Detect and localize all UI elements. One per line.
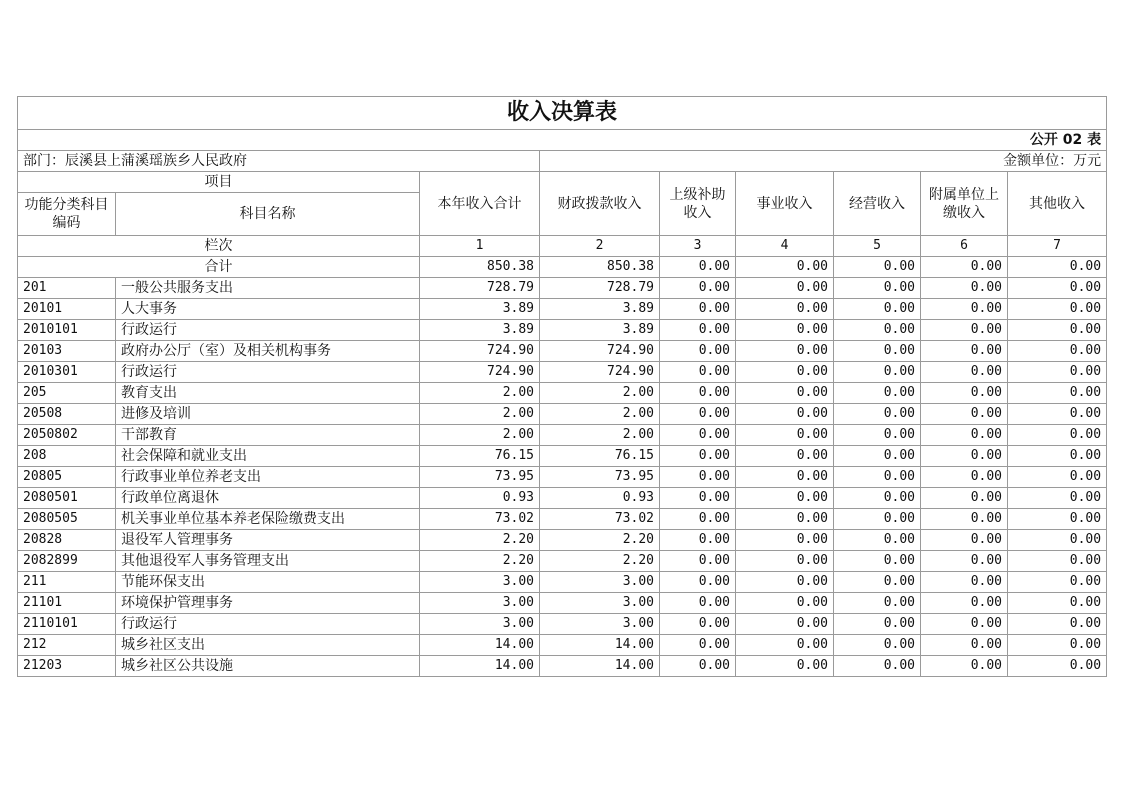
subject-name: 教育支出: [116, 383, 420, 404]
amount-value: 0.00: [736, 446, 834, 467]
table-row: [18, 467, 1107, 488]
amount-value: 0.00: [736, 299, 834, 320]
total-income-header: 本年收入合计: [420, 172, 540, 236]
report-title: 收入决算表: [18, 97, 1107, 130]
amount-value: 0.00: [736, 467, 834, 488]
amount-value: 0.00: [834, 614, 921, 635]
subject-name: 城乡社区公共设施: [116, 656, 420, 677]
subject-name: 人大事务: [116, 299, 420, 320]
amount-value: 0.00: [1008, 425, 1107, 446]
subject-name: 城乡社区支出: [116, 635, 420, 656]
amount-unit-label: 金额单位：万元: [540, 151, 1107, 172]
amount-value: 0.00: [834, 320, 921, 341]
amount-value: 0.00: [834, 425, 921, 446]
amount-value: 0.00: [834, 530, 921, 551]
table-row: [18, 509, 1107, 530]
amount-value: 0.00: [660, 593, 736, 614]
amount-value: 0.00: [921, 635, 1008, 656]
amount-value: 76.15: [540, 446, 660, 467]
subject-name: 进修及培训: [116, 404, 420, 425]
function-code: 2050802: [18, 425, 116, 446]
operating-income-header: 经营收入: [834, 172, 921, 236]
amount-value: 3.00: [540, 614, 660, 635]
amount-value: 2.00: [540, 383, 660, 404]
amount-value: 0.00: [736, 362, 834, 383]
subject-name: 行政运行: [116, 362, 420, 383]
amount-value: 3.89: [420, 299, 540, 320]
subject-name: 社会保障和就业支出: [116, 446, 420, 467]
amount-value: 0.00: [921, 530, 1008, 551]
amount-value: 2.20: [420, 530, 540, 551]
amount-value: 0.93: [420, 488, 540, 509]
sum-row: [18, 257, 1107, 278]
column-number: 1: [420, 236, 540, 257]
amount-value: 0.00: [921, 488, 1008, 509]
amount-value: 0.00: [1008, 278, 1107, 299]
amount-value: 0.00: [1008, 551, 1107, 572]
table-row: [18, 656, 1107, 677]
function-code: 20805: [18, 467, 116, 488]
column-number: 2: [540, 236, 660, 257]
sum-value: 0.00: [660, 257, 736, 278]
amount-value: 0.00: [736, 425, 834, 446]
amount-value: 0.00: [1008, 593, 1107, 614]
table-row: [18, 341, 1107, 362]
amount-value: 0.00: [834, 488, 921, 509]
amount-value: 0.00: [660, 488, 736, 509]
amount-value: 0.00: [736, 572, 834, 593]
amount-value: 0.00: [921, 551, 1008, 572]
function-code: 20508: [18, 404, 116, 425]
sum-value: 0.00: [1008, 257, 1107, 278]
column-number: 3: [660, 236, 736, 257]
amount-value: 0.00: [921, 509, 1008, 530]
amount-value: 0.00: [1008, 404, 1107, 425]
amount-value: 0.00: [921, 320, 1008, 341]
column-number-row: [18, 236, 1107, 257]
amount-value: 73.02: [540, 509, 660, 530]
amount-value: 0.00: [1008, 299, 1107, 320]
amount-value: 0.00: [921, 614, 1008, 635]
amount-value: 0.00: [1008, 530, 1107, 551]
amount-value: 0.00: [921, 383, 1008, 404]
amount-value: 0.00: [736, 383, 834, 404]
amount-value: 0.00: [736, 320, 834, 341]
amount-value: 2.00: [540, 404, 660, 425]
amount-value: 0.00: [834, 467, 921, 488]
amount-value: 0.00: [660, 467, 736, 488]
amount-value: 0.00: [1008, 572, 1107, 593]
function-code: 2110101: [18, 614, 116, 635]
amount-value: 2.00: [420, 404, 540, 425]
amount-value: 0.00: [921, 299, 1008, 320]
affiliate-income-header: 附属单位上缴收入: [921, 172, 1008, 236]
amount-value: 3.89: [420, 320, 540, 341]
amount-value: 0.00: [736, 404, 834, 425]
table-row: [18, 446, 1107, 467]
sum-value: 850.38: [420, 257, 540, 278]
sum-label: 合计: [18, 257, 420, 278]
amount-value: 76.15: [420, 446, 540, 467]
amount-value: 0.00: [921, 467, 1008, 488]
subject-name: 一般公共服务支出: [116, 278, 420, 299]
amount-value: 3.89: [540, 299, 660, 320]
function-code: 20828: [18, 530, 116, 551]
subject-name: 干部教育: [116, 425, 420, 446]
amount-value: 0.00: [834, 446, 921, 467]
amount-value: 0.00: [1008, 614, 1107, 635]
item-header: 项目: [18, 172, 420, 193]
amount-value: 0.00: [1008, 635, 1107, 656]
amount-value: 0.00: [834, 509, 921, 530]
subject-name: 环境保护管理事务: [116, 593, 420, 614]
amount-value: 0.00: [660, 341, 736, 362]
amount-value: 2.00: [420, 425, 540, 446]
amount-value: 0.00: [1008, 362, 1107, 383]
amount-value: 0.00: [921, 278, 1008, 299]
function-code: 2080501: [18, 488, 116, 509]
amount-value: 0.00: [736, 635, 834, 656]
amount-value: 0.00: [736, 593, 834, 614]
amount-value: 3.00: [540, 593, 660, 614]
amount-value: 0.00: [1008, 320, 1107, 341]
other-income-header: 其他收入: [1008, 172, 1107, 236]
amount-value: 0.00: [921, 425, 1008, 446]
amount-value: 0.00: [736, 614, 834, 635]
subject-name: 退役军人管理事务: [116, 530, 420, 551]
amount-value: 0.00: [660, 425, 736, 446]
function-code: 20103: [18, 341, 116, 362]
amount-value: 0.00: [921, 341, 1008, 362]
amount-value: 0.00: [834, 383, 921, 404]
amount-value: 0.00: [660, 278, 736, 299]
function-code: 2080505: [18, 509, 116, 530]
table-row: [18, 488, 1107, 509]
amount-value: 2.20: [540, 530, 660, 551]
amount-value: 2.20: [420, 551, 540, 572]
amount-value: 0.00: [660, 551, 736, 572]
table-row: [18, 383, 1107, 404]
amount-value: 724.90: [420, 362, 540, 383]
amount-value: 0.00: [736, 509, 834, 530]
amount-value: 3.89: [540, 320, 660, 341]
amount-value: 0.93: [540, 488, 660, 509]
amount-value: 0.00: [660, 320, 736, 341]
table-row: [18, 572, 1107, 593]
income-final-accounts-table: [17, 96, 1107, 677]
table-row: [18, 551, 1107, 572]
amount-value: 0.00: [834, 656, 921, 677]
amount-value: 0.00: [736, 530, 834, 551]
amount-value: 0.00: [736, 551, 834, 572]
function-code: 201: [18, 278, 116, 299]
amount-value: 724.90: [540, 341, 660, 362]
amount-value: 73.95: [540, 467, 660, 488]
function-code: 20101: [18, 299, 116, 320]
subject-name: 行政运行: [116, 320, 420, 341]
amount-value: 2.00: [420, 383, 540, 404]
amount-value: 0.00: [1008, 467, 1107, 488]
column-number: 7: [1008, 236, 1107, 257]
amount-value: 0.00: [660, 362, 736, 383]
report-code: 公开 02 表: [420, 130, 1107, 151]
amount-value: 73.95: [420, 467, 540, 488]
function-code: 212: [18, 635, 116, 656]
table-row: [18, 530, 1107, 551]
function-code: 205: [18, 383, 116, 404]
amount-value: 0.00: [1008, 341, 1107, 362]
amount-value: 0.00: [834, 299, 921, 320]
subject-name-header: 科目名称: [116, 193, 420, 236]
amount-value: 0.00: [660, 572, 736, 593]
amount-value: 0.00: [660, 614, 736, 635]
amount-value: 0.00: [834, 362, 921, 383]
upper-subsidy-header: 上级补助收入: [660, 172, 736, 236]
amount-value: 3.00: [420, 614, 540, 635]
table-row: [18, 425, 1107, 446]
function-code-header: 功能分类科目编码: [18, 193, 116, 236]
amount-value: 3.00: [540, 572, 660, 593]
table-row: [18, 635, 1107, 656]
amount-value: 14.00: [420, 656, 540, 677]
amount-value: 0.00: [1008, 488, 1107, 509]
amount-value: 0.00: [921, 572, 1008, 593]
amount-value: 728.79: [420, 278, 540, 299]
amount-value: 0.00: [921, 656, 1008, 677]
amount-value: 14.00: [420, 635, 540, 656]
table-row: [18, 593, 1107, 614]
sum-value: 0.00: [834, 257, 921, 278]
amount-value: 0.00: [660, 383, 736, 404]
amount-value: 0.00: [736, 278, 834, 299]
subject-name: 行政单位离退休: [116, 488, 420, 509]
fiscal-appropriation-header: 财政拨款收入: [540, 172, 660, 236]
amount-value: 0.00: [834, 635, 921, 656]
amount-value: 0.00: [834, 572, 921, 593]
table-row: [18, 278, 1107, 299]
amount-value: 728.79: [540, 278, 660, 299]
amount-value: 0.00: [1008, 383, 1107, 404]
subject-name: 行政运行: [116, 614, 420, 635]
amount-value: 0.00: [921, 593, 1008, 614]
amount-value: 0.00: [736, 488, 834, 509]
function-code: 21101: [18, 593, 116, 614]
amount-value: 2.20: [540, 551, 660, 572]
department-label: 部门：辰溪县上蒲溪瑶族乡人民政府: [18, 151, 540, 172]
amount-value: 3.00: [420, 572, 540, 593]
column-number: 5: [834, 236, 921, 257]
business-income-header: 事业收入: [736, 172, 834, 236]
amount-value: 0.00: [660, 635, 736, 656]
amount-value: 0.00: [921, 404, 1008, 425]
function-code: 2010101: [18, 320, 116, 341]
subject-name: 行政事业单位养老支出: [116, 467, 420, 488]
amount-value: 0.00: [834, 551, 921, 572]
amount-value: 14.00: [540, 635, 660, 656]
sum-value: 0.00: [736, 257, 834, 278]
subject-name: 其他退役军人事务管理支出: [116, 551, 420, 572]
table-row: [18, 362, 1107, 383]
amount-value: 0.00: [1008, 509, 1107, 530]
amount-value: 0.00: [736, 341, 834, 362]
function-code: 2082899: [18, 551, 116, 572]
function-code: 21203: [18, 656, 116, 677]
column-number: 4: [736, 236, 834, 257]
amount-value: 0.00: [1008, 656, 1107, 677]
amount-value: 0.00: [834, 404, 921, 425]
subject-name: 节能环保支出: [116, 572, 420, 593]
amount-value: 724.90: [540, 362, 660, 383]
amount-value: 0.00: [834, 593, 921, 614]
amount-value: 3.00: [420, 593, 540, 614]
subject-name: 机关事业单位基本养老保险缴费支出: [116, 509, 420, 530]
blank-cell: [18, 130, 420, 151]
amount-value: 0.00: [660, 299, 736, 320]
amount-value: 0.00: [660, 530, 736, 551]
function-code: 211: [18, 572, 116, 593]
amount-value: 2.00: [540, 425, 660, 446]
sum-value: 850.38: [540, 257, 660, 278]
table-row: [18, 404, 1107, 425]
amount-value: 0.00: [921, 446, 1008, 467]
column-label: 栏次: [18, 236, 420, 257]
function-code: 208: [18, 446, 116, 467]
amount-value: 0.00: [1008, 446, 1107, 467]
amount-value: 0.00: [921, 362, 1008, 383]
amount-value: 0.00: [834, 341, 921, 362]
table-row: [18, 614, 1107, 635]
table-row: [18, 299, 1107, 320]
sum-value: 0.00: [921, 257, 1008, 278]
amount-value: 14.00: [540, 656, 660, 677]
amount-value: 73.02: [420, 509, 540, 530]
amount-value: 0.00: [660, 656, 736, 677]
amount-value: 0.00: [736, 656, 834, 677]
amount-value: 0.00: [660, 509, 736, 530]
function-code: 2010301: [18, 362, 116, 383]
amount-value: 724.90: [420, 341, 540, 362]
amount-value: 0.00: [834, 278, 921, 299]
table-row: [18, 320, 1107, 341]
column-number: 6: [921, 236, 1008, 257]
amount-value: 0.00: [660, 446, 736, 467]
amount-value: 0.00: [660, 404, 736, 425]
subject-name: 政府办公厅（室）及相关机构事务: [116, 341, 420, 362]
